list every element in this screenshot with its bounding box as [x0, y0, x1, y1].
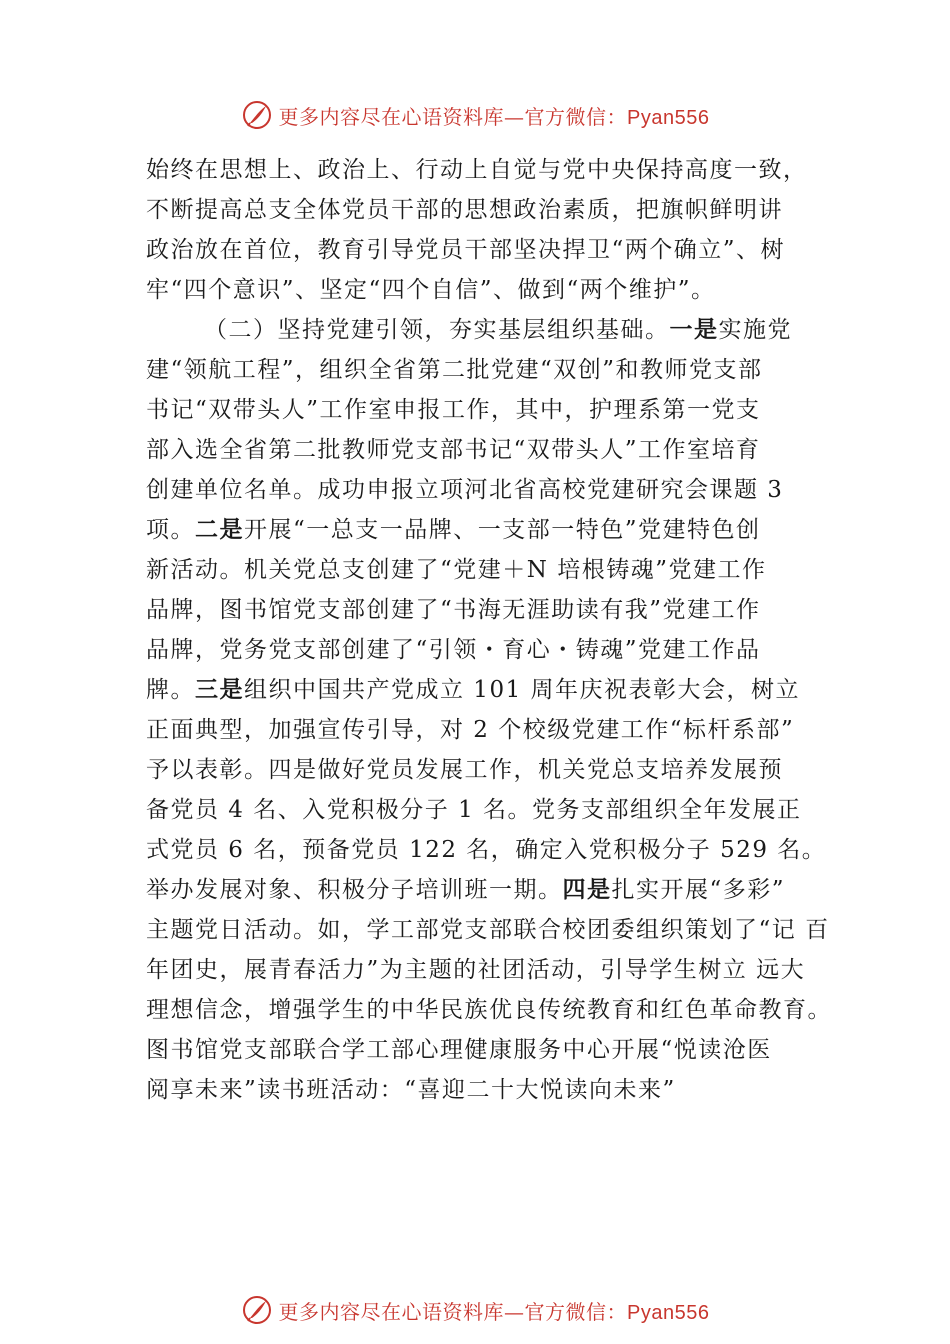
text-run: 项。 — [146, 517, 195, 543]
watermark-site: 更多内容尽在心语资料库 — [278, 104, 505, 129]
text-line — [146, 470, 846, 510]
text-line — [146, 230, 846, 270]
watermark-text — [279, 1296, 710, 1325]
bold-text: 一是 — [669, 316, 719, 343]
text-run: 牢“四个意识”、坚定“四个自信”、做到“两个维护”。 — [146, 277, 716, 303]
text-line — [146, 790, 846, 830]
text-run: 予以表彰。四是做好党员发展工作，机关党总支培养发展预 — [146, 757, 783, 783]
watermark-label: 官方微信： — [524, 1299, 628, 1324]
text-run: 书记“双带头人”工作室申报工作，其中，护理系第一党支 — [146, 397, 761, 423]
text-line — [146, 430, 846, 470]
text-run: （二）坚持党建引领，夯实基层组织基础。 — [204, 317, 670, 343]
text-run: 组织中国共产党成立 101 周年庆祝表彰大会，树立 — [244, 677, 801, 703]
text-line — [146, 870, 846, 910]
text-run: 始终在思想上、政治上、行动上自觉与党中央保持高度一致， — [146, 157, 808, 183]
text-run: 开展“一总支一品牌、一支部一特色”党建特色创 — [244, 517, 761, 543]
text-run: 年团史，展青春活力”为主题的社团活动，引导学生树立 远大 — [146, 957, 806, 983]
watermark-site: 更多内容尽在心语资料库 — [278, 1299, 505, 1324]
text-run: 理想信念，增强学生的中华民族优良传统教育和红色革命教育。 — [146, 997, 832, 1023]
text-line — [146, 390, 846, 430]
text-line — [146, 150, 846, 190]
text-line — [146, 830, 846, 870]
watermark-handle: Pyan556 — [627, 1301, 710, 1324]
text-run: 实施党 — [718, 317, 792, 343]
text-line — [146, 550, 846, 590]
text-line — [146, 910, 846, 950]
text-run: 品牌，图书馆党支部创建了“书海无涯助读有我”党建工作 — [146, 597, 761, 623]
quill-logo-icon — [241, 99, 273, 131]
text-run: 不断提高总支全体党员干部的思想政治素质，把旗帜鲜明讲 — [146, 197, 783, 223]
text-line — [146, 990, 846, 1030]
text-line — [146, 670, 846, 710]
bold-text: 四是 — [562, 876, 612, 903]
document-body — [146, 150, 846, 1110]
text-run: 品牌，党务党支部创建了“引领・育心・铸魂”党建工作品 — [146, 637, 761, 663]
text-line — [146, 590, 846, 630]
text-run: 举办发展对象、积极分子培训班一期。 — [146, 877, 563, 903]
text-line — [146, 630, 846, 670]
watermark-handle: Pyan556 — [627, 106, 710, 129]
bold-text: 二是 — [195, 516, 244, 543]
text-run: 新活动。机关党总支创建了“党建＋N 培根铸魂”党建工作 — [146, 557, 767, 583]
text-run: 创建单位名单。成功申报立项河北省高校党建研究会课题 3 — [146, 477, 784, 503]
text-line — [146, 1030, 846, 1070]
text-line — [146, 1070, 846, 1110]
quill-logo-icon — [241, 1294, 273, 1326]
bold-text: 三是 — [195, 676, 244, 703]
text-run: 图书馆党支部联合学工部心理健康服务中心开展“悦读沧医 — [146, 1037, 772, 1063]
watermark-label: 官方微信： — [524, 104, 628, 129]
text-line — [146, 270, 846, 310]
text-line — [146, 190, 846, 230]
text-run: 阅享未来”读书班活动：“喜迎二十大悦读向未来” — [146, 1077, 676, 1103]
text-line — [146, 310, 846, 350]
text-line — [146, 350, 846, 390]
text-line — [146, 710, 846, 750]
text-run: 式党员 6 名，预备党员 122 名，确定入党积极分子 529 名。 — [146, 837, 827, 863]
watermark-dash: — — [504, 1299, 525, 1324]
text-line — [146, 950, 846, 990]
watermark-dash: — — [504, 104, 525, 129]
text-line — [146, 510, 846, 550]
watermark-header — [0, 95, 950, 135]
text-run: 牌。 — [146, 677, 195, 703]
text-run: 正面典型，加强宣传引导，对 2 个校级党建工作“标杆系部” — [146, 717, 795, 743]
text-run: 扎实开展“多彩” — [611, 877, 786, 903]
text-run: 主题党日活动。如，学工部党支部联合校团委组织策划了“记 百 — [146, 917, 830, 943]
watermark-footer — [0, 1290, 950, 1330]
text-run: 政治放在首位，教育引导党员干部坚决捍卫“两个确立”、树 — [146, 237, 786, 263]
text-run: 备党员 4 名、入党积极分子 1 名。党务支部组织全年发展正 — [146, 797, 802, 823]
text-run: 部入选全省第二批教师党支部书记“双带头人”工作室培育 — [146, 437, 761, 463]
text-line — [146, 750, 846, 790]
watermark-text — [279, 101, 710, 130]
text-run: 建“领航工程”，组织全省第二批党建“双创”和教师党支部 — [146, 357, 763, 383]
